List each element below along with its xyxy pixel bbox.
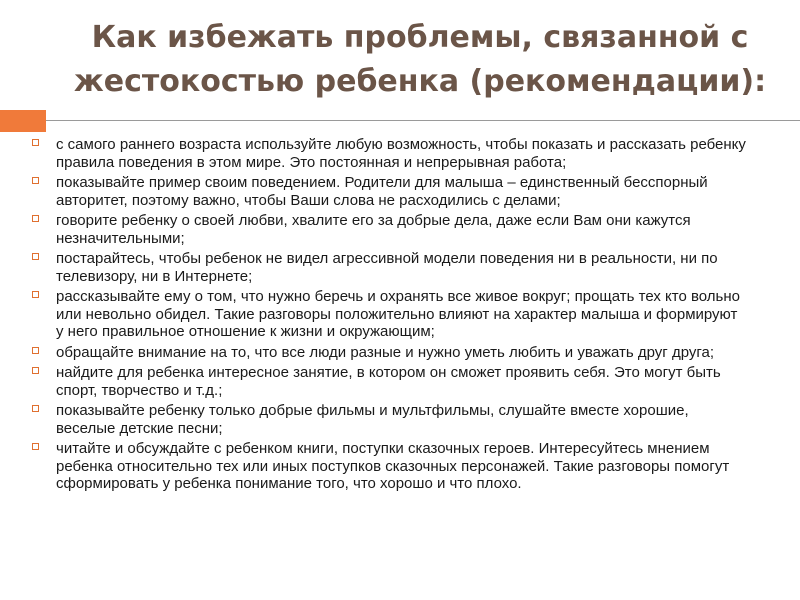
hollow-square-icon	[32, 405, 39, 412]
bullet-text: показывайте пример своим поведением. Родители для малыша – единственный бесспорный авторитет, поэтому важно, чтобы Ваши слова не расходились с делами;	[56, 174, 708, 209]
list-item	[26, 174, 748, 209]
hollow-square-icon	[32, 367, 39, 374]
hollow-square-icon	[32, 177, 39, 184]
bullet-text: найдите для ребенка интересное занятие, в котором он сможет проявить себя. Это могут быть спорт, творчество и т.д.;	[56, 364, 721, 399]
bullet-text: рассказывайте ему о том, что нужно беречь и охранять все живое вокруг; прощать тех кто вольно или невольно обидел. Такие разговоры положительно влияют на характер малыша и формируют у него правильное отношение к жизни и окружающим;	[56, 288, 740, 340]
bullet-text: читайте и обсуждайте с ребенком книги, поступки сказочных героев. Интересуйтесь мнением ребенка относительно тех или иных поступков сказочных персонажей. Такие разговоры помогут сформировать у ребенка понимание того, что хорошо и что плохо.	[56, 440, 730, 492]
list-item	[26, 440, 748, 493]
list-item	[26, 250, 748, 285]
hollow-square-icon	[32, 347, 39, 354]
list-item	[26, 288, 748, 341]
hollow-square-icon	[32, 253, 39, 260]
list-item	[26, 212, 748, 247]
list-item	[26, 136, 748, 171]
bullet-text: говорите ребенку о своей любви, хвалите его за добрые дела, даже если Вам они кажутся незначительными;	[56, 212, 691, 247]
bullet-text: постарайтесь, чтобы ребенок не видел агрессивной модели поведения ни в реальности, ни по телевизору, ни в Интернете;	[56, 250, 718, 285]
slide-title: Как избежать проблемы, связанной с жестокостью ребенка (рекомендации):	[73, 20, 767, 99]
list-item	[26, 344, 748, 362]
title-divider	[46, 120, 800, 121]
bullet-text: с самого раннего возраста используйте любую возможность, чтобы показать и рассказать ребенку правила поведения в этом мире. Это постоянная и непрерывная работа;	[56, 136, 746, 171]
list-item	[26, 402, 748, 437]
hollow-square-icon	[32, 139, 39, 146]
hollow-square-icon	[32, 215, 39, 222]
list-item	[26, 364, 748, 399]
bullet-text: показывайте ребенку только добрые фильмы и мультфильмы, слушайте вместе хорошие, веселые детские песни;	[56, 402, 689, 437]
title-accent-bar	[0, 110, 46, 132]
bullet-text: обращайте внимание на то, что все люди разные и нужно уметь любить и уважать друг друга;	[56, 343, 715, 361]
hollow-square-icon	[32, 443, 39, 450]
hollow-square-icon	[32, 291, 39, 298]
bullet-list	[26, 136, 748, 496]
